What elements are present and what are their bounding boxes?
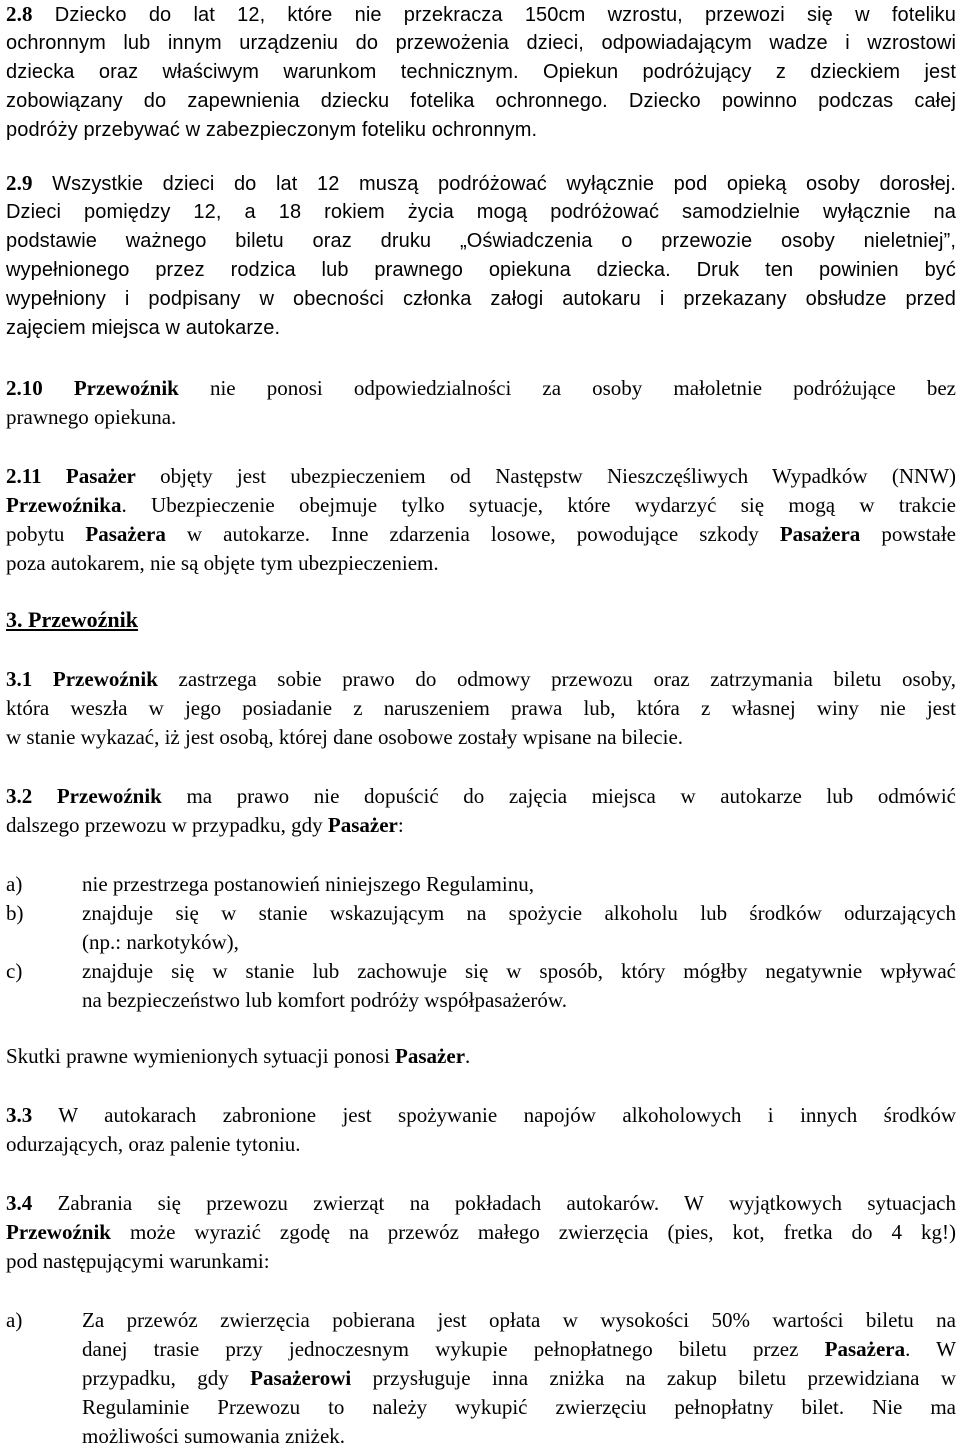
- text-line: [6, 1101, 956, 1130]
- text-line: zajęciem miejsca w autokarze.: [6, 317, 281, 339]
- bold-term: Przewoźnik: [52, 667, 158, 691]
- text-line: [6, 665, 956, 694]
- section-number: 3.4: [6, 1191, 33, 1215]
- text-line: nie przestrzega postanowień niniejszego Regulaminu,: [82, 872, 534, 896]
- text-span: :: [397, 813, 404, 837]
- text-line: możliwości sumowania zniżek.: [82, 1424, 346, 1448]
- text-line: odurzających, oraz palenie tytoniu.: [6, 1132, 301, 1156]
- section-number: 2.9: [6, 171, 33, 195]
- text-line: podróży przebywać w zabezpieczonym foteliku ochronnym.: [6, 119, 538, 141]
- list-marker: b): [6, 901, 24, 925]
- text-line: podstawie ważnego biletu oraz druku „Oświadczenia o przewozie osoby nieletniej”,: [6, 230, 956, 252]
- text-line: (np.: narkotyków),: [82, 930, 239, 954]
- text-span: Skutki prawne wymienionych sytuacji ponosi: [6, 1044, 396, 1068]
- text-line: pod następującymi warunkami:: [6, 1249, 270, 1273]
- bold-term: Przewoźnik: [73, 376, 179, 400]
- conditions-list: [6, 870, 956, 1015]
- bold-term: Przewoźnik: [56, 784, 162, 808]
- text-line: znajduje się w stanie lub zachowuje się w sposób, który mógłby negatywnie wpływać: [82, 959, 956, 983]
- text-span: dalszego przewozu w przypadku, gdy: [6, 813, 328, 837]
- bold-term: Pasażerowi: [250, 1366, 352, 1390]
- list-marker: a): [6, 872, 23, 896]
- text-span: . Ubezpieczenie obejmuje tylko sytuacje, które wydarzyć się mogą w trakcie: [121, 493, 956, 517]
- bold-term: Pasażera: [779, 522, 861, 546]
- text-line: [6, 520, 956, 549]
- text-span: danej trasie przy jednoczesnym wykupie pełnopłatnego biletu przez: [82, 1337, 825, 1361]
- text-line: znajduje się w stanie wskazującym na spożycie alkoholu lub środków odurzających: [82, 901, 956, 925]
- text-line: [6, 491, 956, 520]
- text-line: [6, 1189, 956, 1218]
- text-line: [6, 0, 956, 29]
- list-item: [6, 957, 956, 1015]
- text-span: może wyrazić zgodę na przewóz małego zwierzęcia (pies, kot, fretka do 4 kg!): [110, 1220, 956, 1244]
- text-line: Za przewóz zwierzęcia pobierana jest opłata w wysokości 50% wartości biletu na: [82, 1308, 956, 1332]
- text-line: na bezpieczeństwo lub komfort podróży współpasażerów.: [82, 988, 567, 1012]
- paragraph-2-9: [6, 169, 956, 343]
- text-line: ochronnym lub innym urządzeniu do przewożenia dzieci, odpowiadającym wadze i wzrostowi: [6, 32, 956, 54]
- text-line: wypełniony i podpisany w obecności członka załogi autokaru i przekazany obsłudze przed: [6, 288, 956, 310]
- section-heading: 3. Przewoźnik: [6, 607, 138, 632]
- text-line: Dzieci pomiędzy 12, a 18 rokiem życia mogą podróżować samodzielnie wyłącznie na: [6, 201, 956, 223]
- section-number: 3.1: [6, 667, 33, 691]
- bold-term: Przewoźnik: [6, 1220, 111, 1244]
- list-marker: c): [6, 959, 23, 983]
- text-line: dziecka oraz właściwym warunkom technicznym. Opiekun podróżujący z dzieckiem jest: [6, 61, 956, 83]
- bold-term: Przewoźnika: [6, 493, 122, 517]
- text-line: [82, 1335, 956, 1364]
- paragraph-3-2: [6, 782, 956, 840]
- text-span: Zabrania się przewozu zwierząt na pokładach autokarów. W wyjątkowych sytuacjach: [32, 1191, 956, 1215]
- list-item: [6, 899, 956, 957]
- paragraph-2-11: [6, 462, 956, 578]
- text-span: nie ponosi odpowiedzialności za osoby małoletnie podróżujące bez: [178, 376, 956, 400]
- text-line: zobowiązany do zapewnienia dziecku fotelika ochronnego. Dziecko powinno podczas całej: [6, 90, 956, 112]
- section-number: 3.3: [6, 1103, 33, 1127]
- text-span: Dziecko do lat 12, które nie przekracza 150cm wzrostu, przewozi się w foteliku: [32, 4, 956, 26]
- text-span: .: [465, 1044, 471, 1068]
- text-line: Regulaminie Przewozu to należy wykupić zwierzęciu pełnopłatny bilet. Nie ma: [82, 1395, 956, 1419]
- text-line: prawnego opiekuna.: [6, 405, 177, 429]
- consequences-line: [6, 1042, 956, 1071]
- text-line: [6, 169, 956, 198]
- bold-term: Pasażer: [327, 813, 398, 837]
- list-item: [6, 1306, 956, 1451]
- paragraph-3-1: [6, 665, 956, 752]
- text-span: w autokarze. Inne zdarzenia losowe, powodujące szkody: [165, 522, 780, 546]
- text-line: która weszła w jego posiadanie z naruszeniem prawa lub, która z własnej winy nie jest: [6, 696, 956, 720]
- bold-term: Pasażer: [395, 1044, 466, 1068]
- text-span: . W: [905, 1337, 956, 1361]
- text-line: [6, 1042, 956, 1071]
- paragraph-3-4: [6, 1189, 956, 1276]
- section-number: 2.10: [6, 376, 43, 400]
- bold-term: Pasażera: [85, 522, 166, 546]
- text-span: pobytu: [6, 522, 86, 546]
- text-line: w stanie wykazać, iż jest osobą, której dane osobowe zostały wpisane na bilecie.: [6, 725, 684, 749]
- text-line: poza autokarem, nie są objęte tym ubezpieczeniem.: [6, 551, 439, 575]
- bold-term: Pasażera: [824, 1337, 906, 1361]
- bold-term: Pasażer: [65, 464, 136, 488]
- text-line: [6, 811, 956, 840]
- list-marker: a): [6, 1308, 23, 1332]
- text-span: objęty jest ubezpieczeniem od Następstw Nieszczęśliwych Wypadków (NNW): [135, 464, 957, 488]
- paragraph-2-8: [6, 0, 956, 145]
- text-line: [6, 782, 956, 811]
- text-line: [6, 374, 956, 403]
- text-span: przypadku, gdy: [82, 1366, 251, 1390]
- paragraph-2-10: [6, 374, 956, 432]
- text-line: [82, 1364, 956, 1393]
- paragraph-3-3: [6, 1101, 956, 1159]
- text-line: [6, 1218, 956, 1247]
- text-span: przysługuje inna zniżka na zakup biletu przewidziana w: [351, 1366, 957, 1390]
- section-number: 2.11: [6, 464, 42, 488]
- text-line: [6, 462, 956, 491]
- text-span: W autokarach zabronione jest spożywanie napojów alkoholowych i innych środków: [32, 1103, 956, 1127]
- text-span: Wszystkie dzieci do lat 12 muszą podróżować wyłącznie pod opieką osoby dorosłej.: [32, 173, 956, 195]
- text-line: wypełnionego przez rodzica lub prawnego opiekuna dziecka. Druk ten powinien być: [6, 259, 956, 281]
- text-span: ma prawo nie dopuścić do zajęcia miejsca w autokarze lub odmówić: [161, 784, 957, 808]
- animal-conditions-list: [6, 1306, 956, 1451]
- section-number: 3.2: [6, 784, 33, 808]
- text-span: zastrzega sobie prawo do odmowy przewozu oraz zatrzymania biletu osoby,: [157, 667, 957, 691]
- section-number: 2.8: [6, 2, 33, 26]
- text-span: powstałe: [860, 522, 956, 546]
- list-item: [6, 870, 956, 899]
